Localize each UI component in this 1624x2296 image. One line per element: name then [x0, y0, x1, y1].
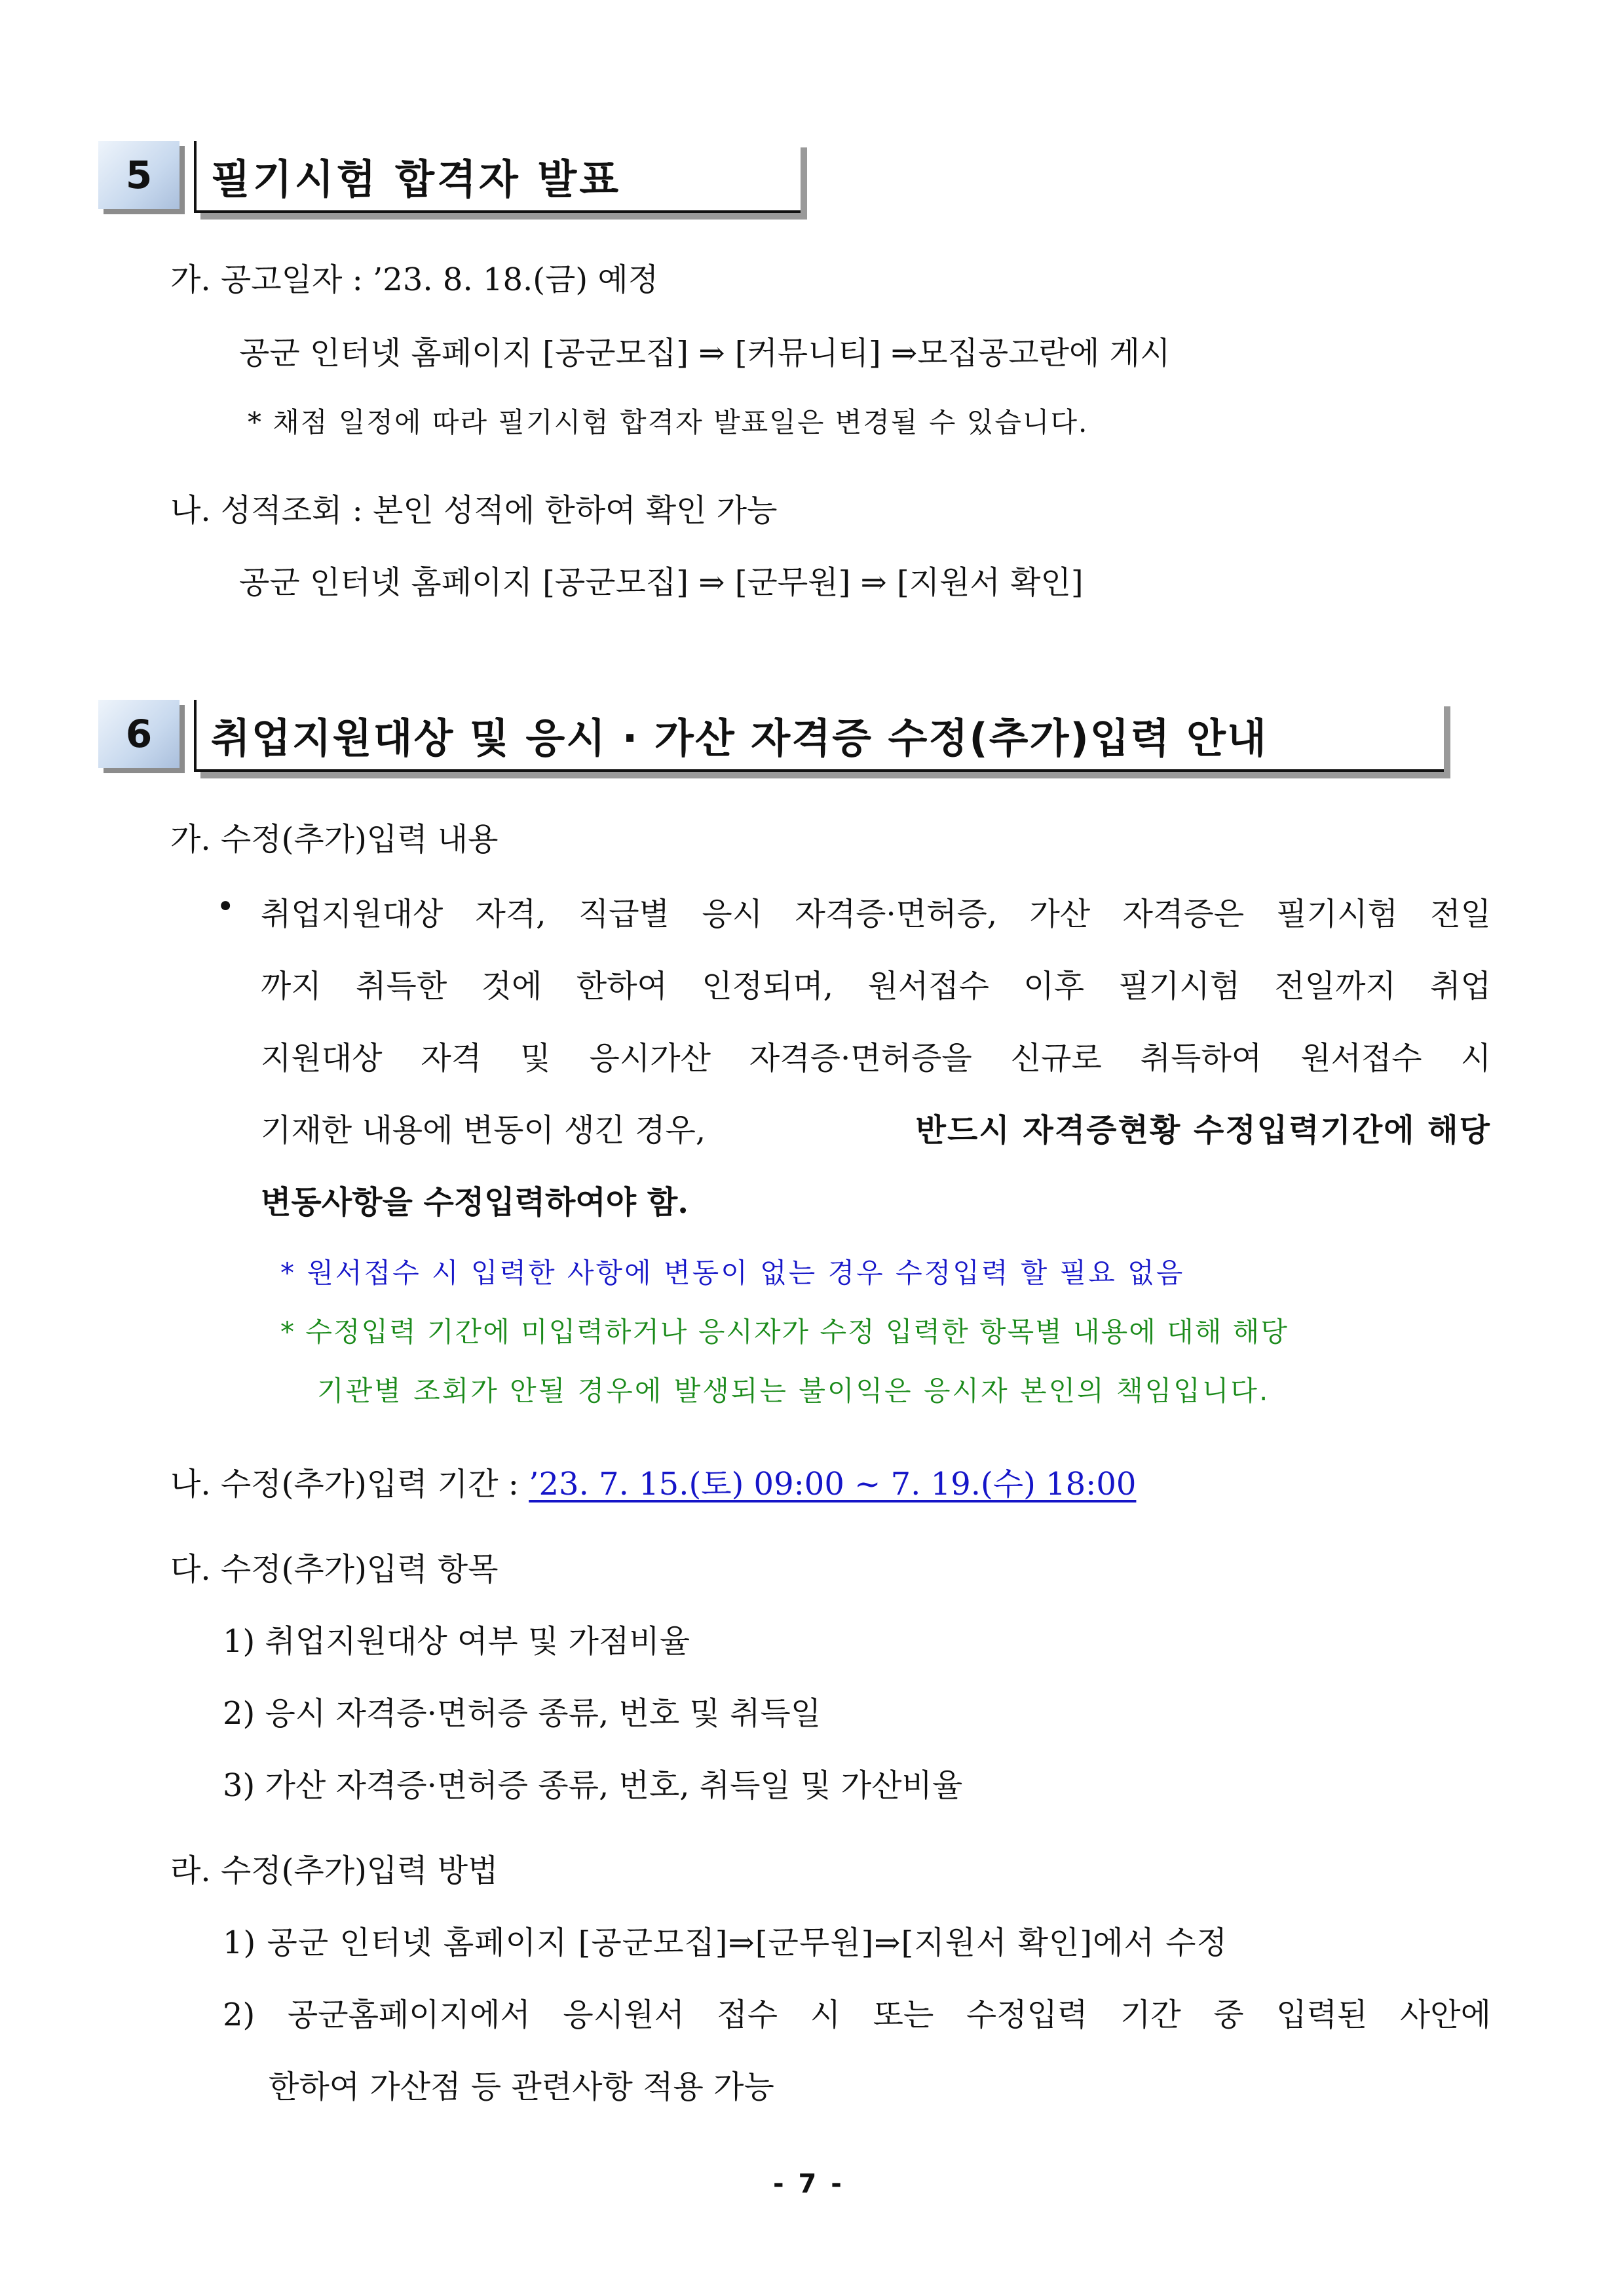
s6-ra-item-1: 1) 공군 인터넷 홈페이지 [공군모집]⇒[군무원]⇒[지원서 확인]에서 수정	[223, 1924, 1228, 1961]
s5-ga-line	[170, 254, 658, 299]
s6-na-label: 나. 수정(추가)입력 기간 :	[170, 1466, 529, 1502]
s6-bullet-line-5: 변동사항을 수정입력하여야 함.	[261, 1184, 689, 1221]
s5-ga-note: * 채점 일정에 따라 필기시험 합격자 발표일은 변경될 수 있습니다.	[248, 406, 1089, 438]
s6-da-item-3: 3) 가산 자격증·면허증 종류, 번호, 취득일 및 가산비율	[223, 1767, 963, 1804]
section-number-badge: 6	[98, 700, 179, 768]
s6-da-item-1: 1) 취업지원대상 여부 및 가점비율	[223, 1623, 690, 1660]
s6-da-label: 다. 수정(추가)입력 항목	[170, 1551, 499, 1588]
s6-note-blue: * 원서접수 시 입력한 사항에 변동이 없는 경우 수정입력 할 필요 없음	[280, 1257, 1185, 1289]
s6-note-green-line-2: 기관별 조회가 안될 경우에 발생되는 불이익은 응시자 본인의 책임입니다.	[317, 1375, 1270, 1407]
section-title: 필기시험 합격자 발표	[194, 141, 801, 213]
section-number-badge: 5	[98, 141, 179, 209]
s5-na-path: 공군 인터넷 홈페이지 [공군모집] ⇒ [군무원] ⇒ [지원서 확인]	[239, 564, 1084, 601]
s5-ga-label: 가. 공고일자 :	[170, 261, 373, 298]
s6-ra-item-2-line-2: 한하여 가산점 등 관련사항 적용 가능	[269, 2069, 774, 2105]
s6-bullet-line-4-bold: 반드시 자격증현황 수정입력기간에 해당	[915, 1112, 1491, 1149]
s6-ra-label: 라. 수정(추가)입력 방법	[170, 1852, 499, 1889]
s5-na-line: 나. 성적조회 : 본인 성적에 한하여 확인 가능	[170, 492, 778, 529]
s6-na-period: ’23. 7. 15.(토) 09:00 ~ 7. 19.(수) 18:00	[529, 1466, 1137, 1502]
s6-na-line	[170, 1459, 1136, 1504]
s6-bullet-line-1: 취업지원대상 자격, 직급별 응시 자격증·면허증, 가산 자격증은 필기시험 전일	[261, 896, 1491, 932]
s6-ra-item-2-line-1: 2) 공군홈페이지에서 응시원서 접수 시 또는 수정입력 기간 중 입력된 사안에	[223, 1997, 1491, 2033]
s5-ga-path: 공군 인터넷 홈페이지 [공군모집] ⇒ [커뮤니티] ⇒모집공고란에 게시	[239, 335, 1171, 372]
section-title: 취업지원대상 및 응시 · 가산 자격증 수정(추가)입력 안내	[194, 700, 1444, 772]
s6-bullet-line-2: 까지 취득한 것에 한하여 인정되며, 원서접수 이후 필기시험 전일까지 취업	[261, 968, 1491, 1004]
s6-bullet-line-4	[261, 1105, 1491, 1150]
page-number: - 7 -	[773, 2169, 844, 2199]
s6-bullet-line-4-normal: 기재한 내용에 변동이 생긴 경우,	[261, 1112, 706, 1149]
s6-da-item-2: 2) 응시 자격증·면허증 종류, 번호 및 취득일	[223, 1695, 821, 1732]
s6-ga-label: 가. 수정(추가)입력 내용	[170, 821, 499, 858]
s5-ga-date: ’23. 8. 18.(금) 예정	[373, 261, 659, 298]
s6-bullet-line-3: 지원대상 자격 및 응시가산 자격증·면허증을 신규로 취득하여 원서접수 시	[261, 1040, 1491, 1077]
s6-bullet-icon: •	[216, 889, 235, 925]
s6-note-green-line-1: * 수정입력 기간에 미입력하거나 응시자가 수정 입력한 항목별 내용에 대해 해당	[280, 1316, 1289, 1348]
